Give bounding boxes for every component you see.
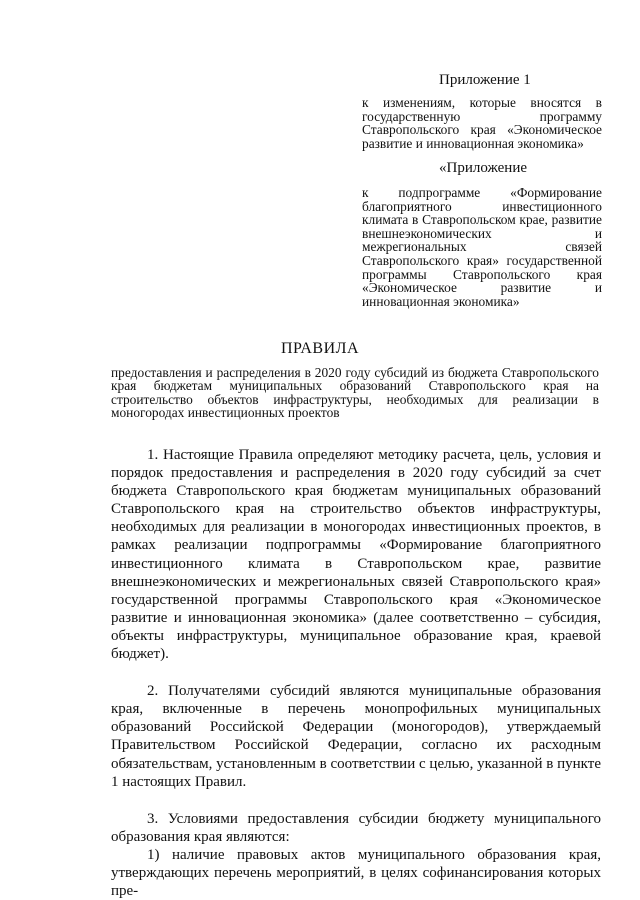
paragraph-2: 2. Получателями субсидий являются муниципальные образования края, включенные в перечень монопрофильных муниципальных образований Российской Федерации (моногородов), утверждаемый Правительством Российской Федерации, согласно их расходным обязательствам, установленным в соответствии с целью, указанной в пункте 1 настоящих Правил. xyxy=(111,683,601,790)
paragraph-3-item-1: 1) наличие правовых актов муниципального образования края, утверждающих перечень мероприятий, в целях софинансирования которых пре- xyxy=(111,846,601,900)
paragraph-1: 1. Настоящие Правила определяют методику расчета, цель, условия и порядок предоставления и распределения в 2020 году субсидий за счет бюджета Ставропольского края бюджетам муниципальных образований Ставропольского края на строительство объектов инфраструктуры, необходимых для реализации в моногородах инвестиционных проектов, в рамках реализации подпрограммы «Формирование благоприятного инвестиционного климата в Ставропольском крае, развитие внешнеэкономических и межрегиональных связей Ставропольского края» государственной программы Ставропольского края «Экономическое развитие и инновационная экономика» (далее соответственно – субсидия, объекты инфраструктуры, муниципальное образование края, краевой бюджет). xyxy=(111,447,601,663)
appendix-title: Приложение 1 xyxy=(439,72,531,88)
paragraph-3: 3. Условиями предоставления субсидии бюджету муниципального образования края являются: xyxy=(111,810,601,845)
rules-subtitle: предоставления и распределения в 2020 году субсидий из бюджета Ставропольского края бюджетам муниципальных образований Ставропольского края на строительство объектов инфраструктуры, необходимых для реализации в моногородах инвестиционных проектов xyxy=(111,365,599,421)
appendix-subtitle: к изменениям, которые вносятся в государственную программу Ставропольского края «Экономическое развитие и инновационная экономика» xyxy=(362,95,602,151)
rules-title: ПРАВИЛА xyxy=(280,340,360,357)
rules-body xyxy=(111,446,601,900)
inner-appendix-title: «Приложение xyxy=(439,160,528,176)
inner-appendix-subtitle: к подпрограмме «Формирование благоприятного инвестиционного климата в Ставропольском крае, развитие внешнеэкономических и межрегиональных связей Ставропольского края» государственной программы Ставропольского края «Экономическое развитие и инновационная экономика» xyxy=(362,185,602,309)
